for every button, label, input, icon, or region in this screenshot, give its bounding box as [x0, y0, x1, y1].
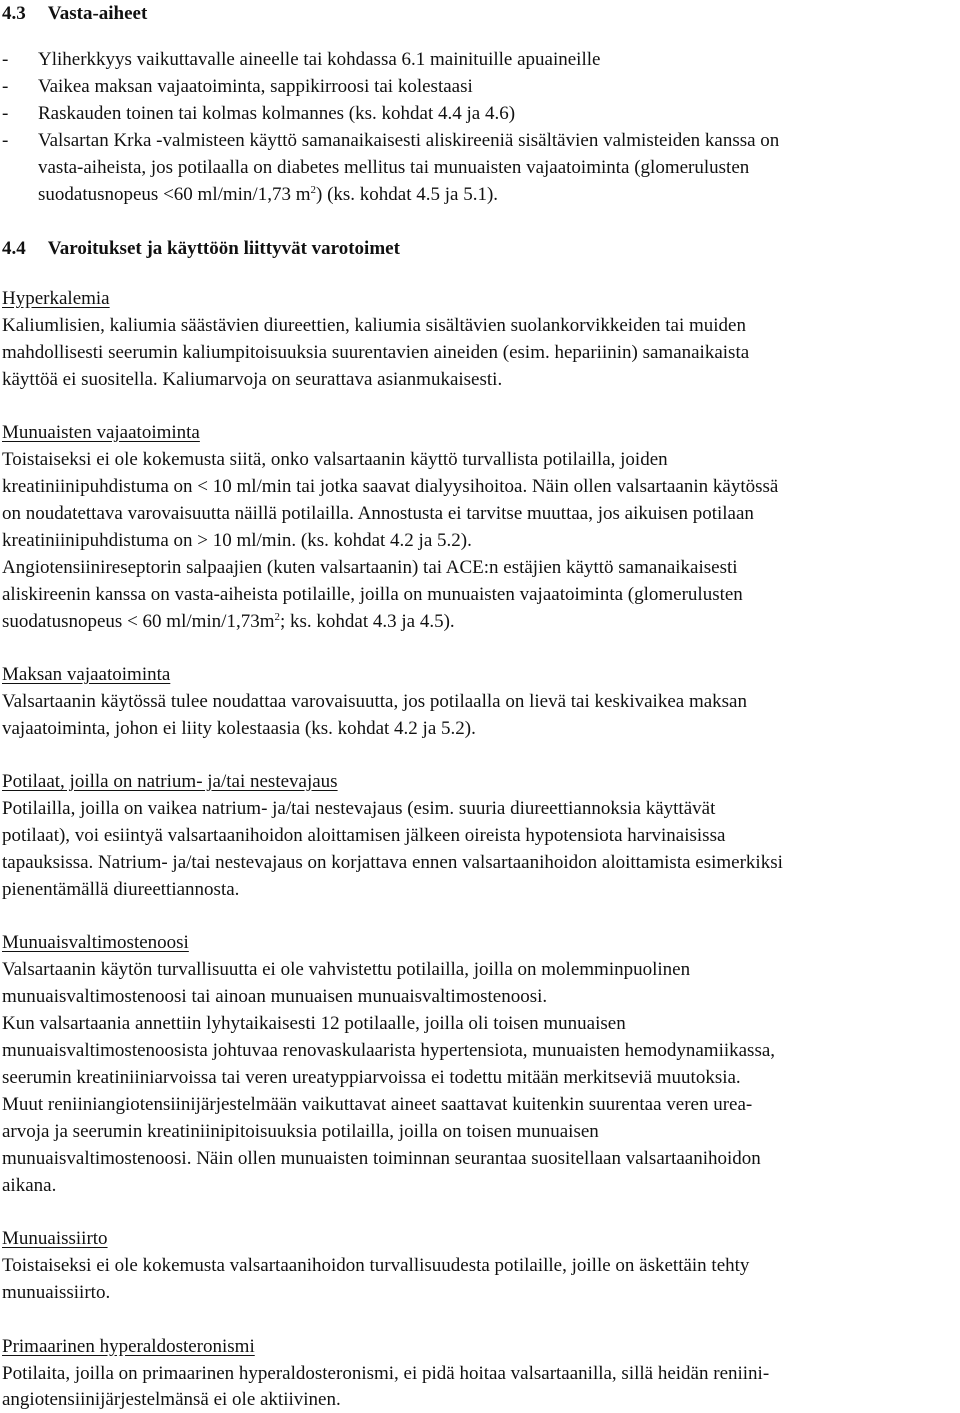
- paragraph-line: on noudatettava varovaisuutta näillä potilailla. Annostusta ei tarvitse muuttaa, jos aikuisen potilaan: [2, 503, 754, 524]
- text-run: suodatusnopeus <60 ml/min/1,73 m: [38, 184, 311, 205]
- list-item-line: [38, 181, 498, 208]
- subsection-heading-primary-hyperaldosteronism: Primaarinen hyperaldosteronismi: [2, 1336, 255, 1357]
- paragraph-line: käyttöä ei suositella. Kaliumarvoja on seurattava asianmukaisesti.: [2, 369, 503, 390]
- paragraph-line: tapauksissa. Natrium- ja/tai nestevajaus on korjattava ennen valsartaanihoidon aloittamista esimerkiksi: [2, 852, 783, 873]
- subsection-heading-renal-artery-stenosis: Munuaisvaltimostenoosi: [2, 932, 189, 953]
- text-run: ) (ks. kohdat 4.5 ja 5.1).: [316, 184, 499, 205]
- paragraph-line: Toistaiseksi ei ole kokemusta siitä, onko valsartaanin käyttö turvallista potilailla, joiden: [2, 449, 668, 470]
- paragraph-line: vajaatoiminta, johon ei liity kolestaasia (ks. kohdat 4.2 ja 5.2).: [2, 718, 476, 739]
- paragraph-line: Kaliumlisien, kaliumia säästävien diureettien, kaliumia sisältävien suolankorvikkeiden tai muiden: [2, 315, 746, 336]
- paragraph-line: Potilaita, joilla on primaarinen hyperaldosteronismi, ei pidä hoitaa valsartaanilla, sillä heidän reniini-: [2, 1363, 770, 1384]
- text-run: suodatusnopeus < 60 ml/min/1,73m: [2, 611, 275, 632]
- subsection-heading-sodium-depletion: Potilaat, joilla on natrium- ja/tai nestevajaus: [2, 771, 338, 792]
- paragraph-line: munuaissiirto.: [2, 1282, 111, 1303]
- section-title: Vasta-aiheet: [47, 3, 148, 24]
- paragraph-line: aliskireenin kanssa on vasta-aiheista potilaille, joilla on munuaisten vajaatoiminta (glomerulusten: [2, 584, 743, 605]
- paragraph-line: aikana.: [2, 1175, 57, 1196]
- paragraph-line: kreatiniinipuhdistuma on < 10 ml/min tai jotka saavat dialyysihoitoa. Näin ollen valsartaanin käytössä: [2, 476, 779, 497]
- section-number: 4.3: [2, 3, 26, 24]
- paragraph-line: Potilailla, joilla on vaikea natrium- ja/tai nestevajaus (esim. suuria diureettiannoksia käyttävät: [2, 798, 716, 819]
- section-number: 4.4: [2, 238, 26, 259]
- bullet-dash: -: [2, 103, 9, 124]
- bullet-dash: -: [2, 49, 9, 70]
- paragraph-line: Toistaiseksi ei ole kokemusta valsartaanihoidon turvallisuudesta potilaille, joille on äskettäin tehty: [2, 1255, 750, 1276]
- subsection-heading-renal-impairment: Munuaisten vajaatoiminta: [2, 422, 200, 443]
- paragraph-line: angiotensiinijärjestelmänsä ei ole aktiivinen.: [2, 1389, 341, 1410]
- paragraph-line: munuaisvaltimostenoosista johtuvaa renovaskulaarista hypertensiota, munuaisten hemodynamiikassa,: [2, 1040, 776, 1061]
- subsection-heading-hepatic-impairment: Maksan vajaatoiminta: [2, 664, 171, 685]
- superscript: 2: [274, 611, 280, 623]
- paragraph-line: seerumin kreatiniiniarvoissa tai veren ureatyppiarvoissa ei todettu mitään merkitseviä muutoksia.: [2, 1067, 741, 1088]
- text-run: ; ks. kohdat 4.3 ja 4.5).: [280, 611, 455, 632]
- bullet-dash: -: [2, 130, 9, 151]
- paragraph-line: Kun valsartaania annettiin lyhytaikaisesti 12 potilaalle, joilla oli toisen munuaisen: [2, 1013, 626, 1034]
- paragraph-line: Valsartaanin käytössä tulee noudattaa varovaisuutta, jos potilaalla on lievä tai keskivaikea maksan: [2, 691, 747, 712]
- paragraph-line: pienentämällä diureettiannosta.: [2, 879, 240, 900]
- paragraph-line: Valsartaanin käytön turvallisuutta ei ole vahvistettu potilailla, joilla on molemminpuolinen: [2, 959, 691, 980]
- section-title: Varoitukset ja käyttöön liittyvät varotoimet: [47, 238, 400, 259]
- list-item-line: Valsartan Krka -valmisteen käyttö samanaikaisesti aliskireeniä sisältävien valmisteiden kanssa on: [38, 130, 780, 151]
- paragraph-line: kreatiniinipuhdistuma on > 10 ml/min. (ks. kohdat 4.2 ja 5.2).: [2, 530, 472, 551]
- paragraph-line: munuaisvaltimostenoosi tai ainoan munuaisen munuaisvaltimostenoosi.: [2, 986, 548, 1007]
- paragraph-line: potilaat), voi esiintyä valsartaanihoidon aloittamisen jälkeen oireista hypotensiota harvinaisissa: [2, 825, 726, 846]
- paragraph-line: munuaisvaltimostenoosi. Näin ollen munuaisten toiminnan seurantaa suositellaan valsartaanihoidon: [2, 1148, 761, 1169]
- superscript: 2: [310, 184, 316, 196]
- list-item: Vaikea maksan vajaatoiminta, sappikirroosi tai kolestaasi: [38, 76, 473, 97]
- section-heading-4-4: [2, 235, 400, 262]
- list-item: Raskauden toinen tai kolmas kolmannes (ks. kohdat 4.4 ja 4.6): [38, 103, 516, 124]
- list-item-line: vasta-aiheista, jos potilaalla on diabetes mellitus tai munuaisten vajaatoiminta (glomerulusten: [38, 157, 750, 178]
- section-heading-4-3: [2, 0, 147, 27]
- paragraph-line: mahdollisesti seerumin kaliumpitoisuuksia suurentavien aineiden (esim. hepariinin) samanaikaista: [2, 342, 750, 363]
- paragraph-line: [2, 608, 455, 635]
- subsection-heading-hyperkalemia: Hyperkalemia: [2, 288, 110, 309]
- list-item: Yliherkkyys vaikuttavalle aineelle tai kohdassa 6.1 mainituille apuaineille: [38, 49, 601, 70]
- paragraph-line: arvoja ja seerumin kreatiniinipitoisuuksia potilailla, joilla on toisen munuaisen: [2, 1121, 599, 1142]
- subsection-heading-kidney-transplant: Munuaissiirto: [2, 1228, 108, 1249]
- bullet-dash: -: [2, 76, 9, 97]
- paragraph-line: Angiotensiinireseptorin salpaajien (kuten valsartaanin) tai ACE:n estäjien käyttö samanaikaisesti: [2, 557, 738, 578]
- paragraph-line: Muut reniiniangiotensiinijärjestelmään vaikuttavat aineet saattavat kuitenkin suurentaa veren urea-: [2, 1094, 753, 1115]
